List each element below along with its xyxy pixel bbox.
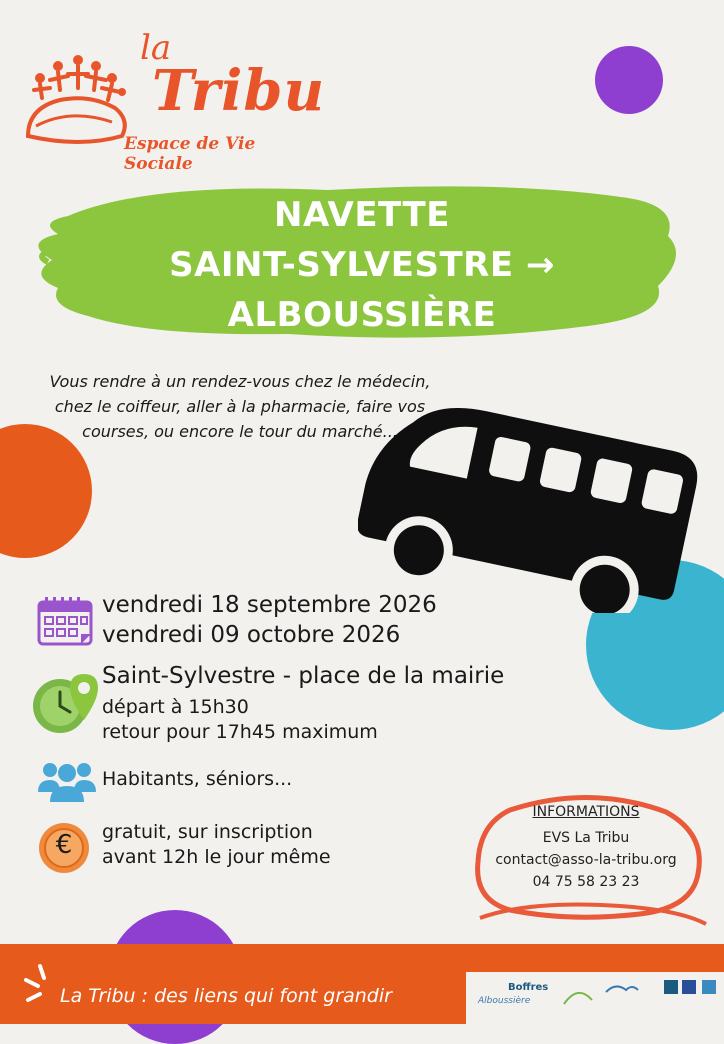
intro-line-1: Vous rendre à un rendez-vous chez le médecin, bbox=[49, 372, 431, 391]
euro-symbol: € bbox=[55, 830, 73, 860]
sparkle-icon bbox=[22, 960, 56, 1008]
contact-name: EVS La Tribu bbox=[542, 830, 630, 846]
partner-logo-2 bbox=[558, 982, 598, 1012]
logo-tribu: Tribu bbox=[152, 58, 326, 124]
contact-heading: INFORMATIONS bbox=[532, 804, 640, 820]
place-departure: départ à 15h30 bbox=[102, 696, 249, 718]
partner-logo-6 bbox=[700, 978, 718, 996]
partner-logo-4 bbox=[662, 978, 680, 996]
price-line-2: avant 12h le jour même bbox=[102, 846, 331, 868]
contact-phone: 04 75 58 23 23 bbox=[532, 874, 640, 890]
place-return: retour pour 17h45 maximum bbox=[102, 721, 378, 743]
logo-la: la bbox=[140, 28, 172, 68]
decor-circle-orange-left bbox=[0, 424, 92, 558]
audience-text: Habitants, séniors... bbox=[102, 768, 293, 790]
clock-location-icon bbox=[30, 670, 100, 736]
title-line-2: SAINT-SYLVESTRE → bbox=[169, 245, 555, 285]
date-1: vendredi 18 septembre 2026 bbox=[102, 592, 437, 618]
title-line-1: NAVETTE bbox=[274, 195, 450, 235]
intro-line-2: chez le coiffeur, aller à la pharmacie, faire vos bbox=[54, 397, 426, 416]
place-location: Saint-Sylvestre - place de la mairie bbox=[102, 663, 505, 689]
intro-line-3: courses, ou encore le tour du marché... bbox=[82, 422, 398, 441]
contact-email[interactable]: contact@asso-la-tribu.org bbox=[495, 852, 677, 868]
partner-logo-5 bbox=[680, 978, 698, 996]
partner-logos bbox=[466, 972, 724, 1024]
partner-alboussiere: Alboussière bbox=[478, 996, 531, 1006]
shuttle-title bbox=[0, 190, 724, 340]
partner-logo-3 bbox=[602, 978, 642, 1002]
partner-boffres: Boffres bbox=[508, 982, 549, 993]
la-tribu-logo bbox=[20, 28, 326, 174]
decor-circle-purple-top bbox=[595, 46, 663, 114]
title-line-3: ALBOUSSIÈRE bbox=[227, 295, 497, 335]
price-line-1: gratuit, sur inscription bbox=[102, 821, 313, 843]
contact-box bbox=[470, 790, 710, 930]
bus-icon bbox=[358, 408, 698, 613]
date-2: vendredi 09 octobre 2026 bbox=[102, 622, 401, 648]
tribe-people-icon bbox=[20, 48, 135, 148]
calendar-icon bbox=[37, 596, 93, 646]
logo-subtitle: Espace de Vie Sociale bbox=[124, 134, 256, 174]
people-icon bbox=[38, 758, 96, 804]
footer-slogan: La Tribu : des liens qui font grandir bbox=[60, 985, 392, 1007]
